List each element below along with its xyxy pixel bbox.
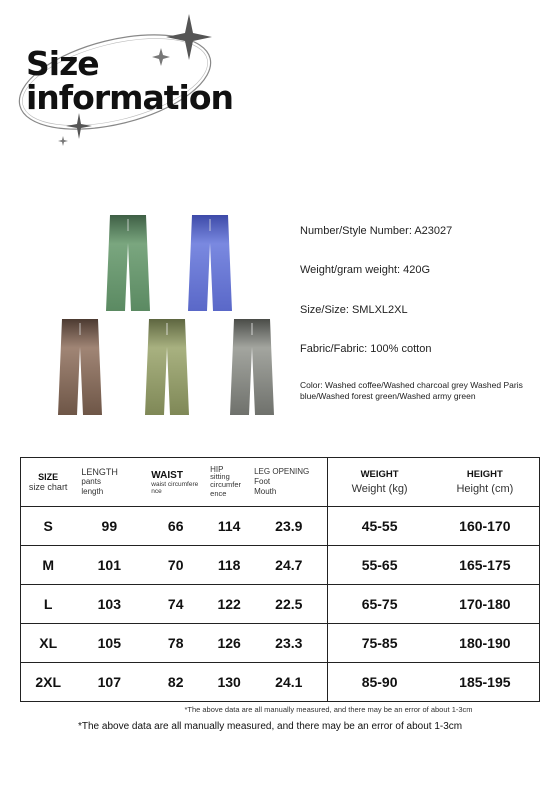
header-waist-sub: waist circumfere nce: [151, 480, 199, 495]
cell-size: XL: [21, 624, 76, 663]
cell-height: 180-190: [431, 624, 540, 663]
pants-coffee-image: [50, 317, 110, 417]
cell-waist: 74: [143, 585, 208, 624]
header-leg-sub2: Mouth: [254, 487, 277, 496]
size-table: [20, 457, 540, 702]
table-row: [21, 546, 540, 585]
cell-waist: 82: [143, 663, 208, 702]
cell-length: 103: [75, 585, 143, 624]
pants-paris-blue-image: [180, 213, 240, 313]
spec-weight: Weight/gram weight: 420G: [300, 264, 431, 276]
cell-size: M: [21, 546, 76, 585]
cell-weight: 85-90: [328, 663, 431, 702]
cell-weight: 75-85: [328, 624, 431, 663]
sparkle-icon: [166, 14, 212, 60]
header-height: [431, 458, 540, 507]
cell-leg-opening: 24.1: [250, 663, 328, 702]
cell-hip: 122: [208, 585, 250, 624]
cell-size: S: [21, 507, 76, 546]
header-length: [75, 458, 143, 507]
cell-waist: 78: [143, 624, 208, 663]
cell-leg-opening: 24.7: [250, 546, 328, 585]
cell-length: 101: [75, 546, 143, 585]
header-length-main: LENGTH: [81, 467, 118, 477]
header-height-sub: Height (cm): [456, 483, 514, 495]
header-waist: [143, 458, 208, 507]
cell-height: 185-195: [431, 663, 540, 702]
header-leg-sub1: Foot: [254, 477, 271, 486]
cell-hip: 126: [208, 624, 250, 663]
pants-army-green-image: [137, 317, 197, 417]
table-row: [21, 585, 540, 624]
cell-waist: 70: [143, 546, 208, 585]
cell-hip: 118: [208, 546, 250, 585]
cell-length: 107: [75, 663, 143, 702]
header-size-main: SIZE: [38, 472, 59, 482]
cell-leg-opening: 23.9: [250, 507, 328, 546]
header-leg-opening: [250, 458, 328, 507]
cell-length: 105: [75, 624, 143, 663]
header-size-sub: size chart: [28, 482, 68, 492]
product-images: [40, 205, 290, 435]
header-hip-sub: sitting circumfer ence: [210, 471, 241, 498]
cell-leg-opening: 23.3: [250, 624, 328, 663]
spec-size: Size/Size: SMLXL2XL: [300, 304, 408, 316]
cell-waist: 66: [143, 507, 208, 546]
cell-leg-opening: 22.5: [250, 585, 328, 624]
page-title-line2: information: [26, 78, 234, 117]
header-weight: [328, 458, 431, 507]
measurement-note-small: *The above data are all manually measured, and there may be an error of about 1-3cm: [184, 705, 473, 714]
header-hip: [208, 458, 250, 507]
page-title-line1: Size: [26, 44, 99, 83]
pants-charcoal-grey-image: [222, 317, 282, 417]
cell-length: 99: [75, 507, 143, 546]
sparkle-tiny-icon: [58, 136, 68, 146]
table-row: [21, 624, 540, 663]
cell-weight: 55-65: [328, 546, 431, 585]
cell-weight: 65-75: [328, 585, 431, 624]
spec-number: Number/Style Number: A23027: [300, 225, 453, 237]
header-height-main: HEIGHT: [466, 469, 503, 480]
table-row: [21, 663, 540, 702]
cell-height: 170-180: [431, 585, 540, 624]
header-size: [21, 458, 76, 507]
cell-height: 160-170: [431, 507, 540, 546]
sparkle-small-icon: [152, 48, 170, 66]
cell-size: L: [21, 585, 76, 624]
header-weight-main: WEIGHT: [360, 469, 399, 480]
header-weight-sub: Weight (kg): [351, 483, 408, 495]
cell-hip: 114: [208, 507, 250, 546]
size-table-header: [21, 458, 540, 507]
spec-color: Color: Washed coffee/Washed charcoal grey Washed Paris blue/Washed forest green/Washed army green: [300, 380, 523, 401]
measurement-note-large: *The above data are all manually measured, and there may be an error of about 1-3cm: [78, 721, 463, 732]
header: [0, 0, 557, 170]
header-hip-main: HIP: [210, 464, 224, 474]
cell-hip: 130: [208, 663, 250, 702]
header-length-sub1: pants: [81, 477, 101, 486]
pants-forest-green-image: [98, 213, 158, 313]
spec-fabric: Fabric/Fabric: 100% cotton: [300, 343, 432, 355]
cell-size: 2XL: [21, 663, 76, 702]
header-waist-main: WAIST: [151, 469, 183, 481]
cell-height: 165-175: [431, 546, 540, 585]
header-length-sub2: length: [81, 487, 104, 496]
table-row: [21, 507, 540, 546]
header-leg-main: LEG OPENING: [254, 467, 310, 476]
cell-weight: 45-55: [328, 507, 431, 546]
